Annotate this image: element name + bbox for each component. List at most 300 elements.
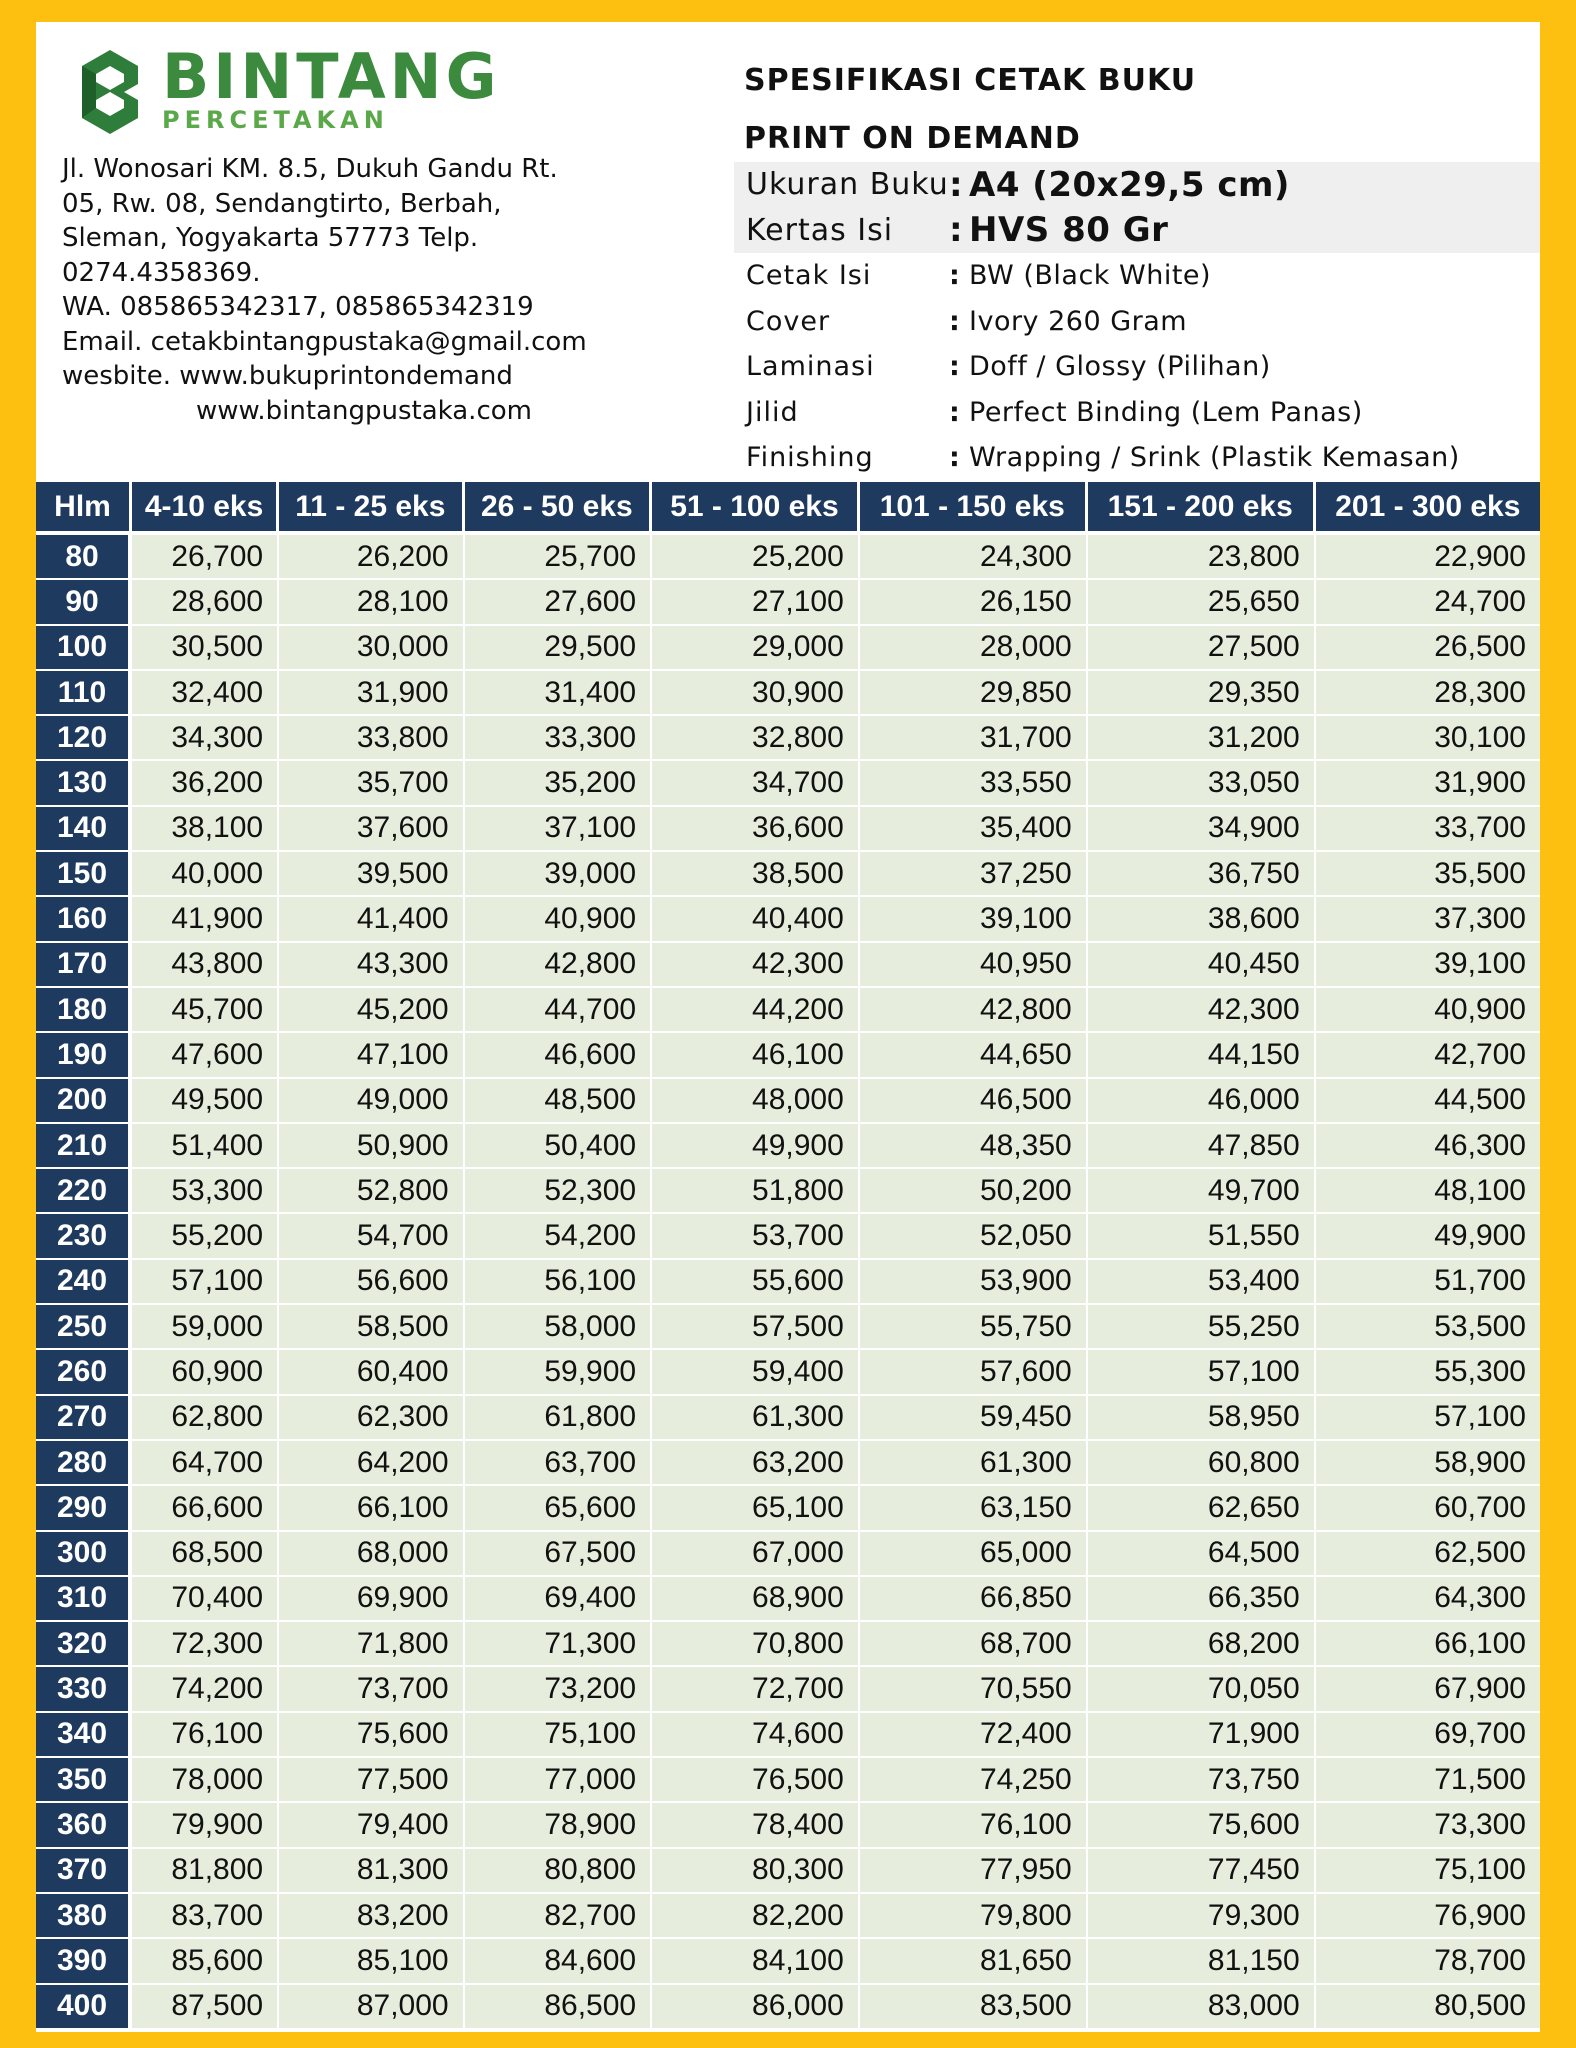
whatsapp-line: WA. 085865342317, 085865342319	[62, 292, 534, 322]
price-cell: 43,300	[279, 943, 465, 988]
table-row	[36, 1214, 1540, 1259]
table-row	[36, 1713, 1540, 1758]
column-header: 4-10 eks	[132, 482, 279, 535]
company-subtitle: PERCETAKAN	[162, 106, 389, 134]
price-cell: 43,800	[132, 943, 279, 988]
price-cell: 61,800	[465, 1396, 653, 1441]
price-cell: 66,100	[279, 1486, 465, 1531]
page-count-cell: 210	[36, 1124, 132, 1169]
bintang-logo-icon	[76, 44, 146, 136]
price-cell: 37,300	[1316, 897, 1540, 942]
table-row	[36, 943, 1540, 988]
spec-row-lamination	[734, 344, 1540, 390]
page-count-cell: 120	[36, 716, 132, 761]
spec-colon: :	[949, 396, 960, 428]
email-line: Email. cetakbintangpustaka@gmail.com	[62, 326, 587, 357]
price-cell: 40,950	[860, 943, 1088, 988]
price-cell: 71,500	[1316, 1758, 1540, 1803]
price-cell: 34,700	[652, 761, 860, 806]
price-cell: 35,200	[465, 761, 653, 806]
price-cell: 67,900	[1316, 1667, 1540, 1712]
price-cell: 33,050	[1088, 761, 1316, 806]
price-cell: 82,200	[652, 1894, 860, 1939]
price-cell: 44,200	[652, 988, 860, 1033]
table-row	[36, 1894, 1540, 1939]
price-cell: 72,300	[132, 1622, 279, 1667]
price-cell: 75,600	[1088, 1803, 1316, 1848]
page-count-cell: 290	[36, 1486, 132, 1531]
table-row	[36, 1396, 1540, 1441]
price-cell: 42,800	[465, 943, 653, 988]
price-cell: 38,500	[652, 852, 860, 897]
page-count-cell: 390	[36, 1939, 132, 1984]
price-cell: 51,700	[1316, 1260, 1540, 1305]
price-cell: 67,000	[652, 1532, 860, 1577]
spec-colon: :	[949, 351, 960, 383]
table-row	[36, 1169, 1540, 1214]
price-cell: 24,700	[1316, 580, 1540, 625]
price-cell: 37,600	[279, 807, 465, 852]
table-row	[36, 1260, 1540, 1305]
table-row	[36, 807, 1540, 852]
price-cell: 35,500	[1316, 852, 1540, 897]
price-cell: 76,100	[132, 1713, 279, 1758]
table-row	[36, 1803, 1540, 1848]
price-cell: 81,300	[279, 1849, 465, 1894]
price-cell: 70,550	[860, 1667, 1088, 1712]
spec-value: HVS 80 Gr	[969, 210, 1169, 251]
price-cell: 49,000	[279, 1079, 465, 1124]
price-cell: 37,250	[860, 852, 1088, 897]
column-header: 101 - 150 eks	[860, 482, 1088, 535]
price-cell: 54,200	[465, 1214, 653, 1259]
price-cell: 87,000	[279, 1985, 465, 2030]
price-cell: 71,900	[1088, 1713, 1316, 1758]
spec-label: Finishing	[746, 442, 874, 474]
spec-value: Wrapping / Srink (Plastik Kemasan)	[969, 442, 1460, 474]
spec-title	[744, 52, 1196, 168]
spec-label: Jilid	[746, 396, 799, 428]
price-cell: 42,800	[860, 988, 1088, 1033]
table-row	[36, 761, 1540, 806]
price-cell: 53,900	[860, 1260, 1088, 1305]
website-line-2: www.bintangpustaka.com	[196, 395, 532, 426]
price-cell: 78,400	[652, 1803, 860, 1848]
price-cell: 78,900	[465, 1803, 653, 1848]
table-row	[36, 1486, 1540, 1531]
price-cell: 40,900	[1316, 988, 1540, 1033]
price-cell: 39,500	[279, 852, 465, 897]
price-cell: 51,550	[1088, 1214, 1316, 1259]
address-line: 0274.4358369.	[62, 257, 261, 288]
price-cell: 29,350	[1088, 671, 1316, 716]
price-cell: 56,100	[465, 1260, 653, 1305]
page-count-cell: 310	[36, 1577, 132, 1622]
price-cell: 29,500	[465, 626, 653, 671]
price-cell: 71,800	[279, 1622, 465, 1667]
page-count-cell: 380	[36, 1894, 132, 1939]
price-cell: 73,700	[279, 1667, 465, 1712]
price-cell: 69,700	[1316, 1713, 1540, 1758]
price-cell: 62,500	[1316, 1532, 1540, 1577]
column-header: 51 - 100 eks	[652, 482, 860, 535]
page-count-cell: 320	[36, 1622, 132, 1667]
price-cell: 41,400	[279, 897, 465, 942]
price-cell: 25,650	[1088, 580, 1316, 625]
price-cell: 33,800	[279, 716, 465, 761]
price-cell: 26,150	[860, 580, 1088, 625]
price-cell: 66,600	[132, 1486, 279, 1531]
column-header: 201 - 300 eks	[1316, 482, 1540, 535]
price-cell: 46,600	[465, 1033, 653, 1078]
price-cell: 58,500	[279, 1305, 465, 1350]
spec-colon: :	[949, 210, 963, 251]
price-cell: 36,200	[132, 761, 279, 806]
price-cell: 86,500	[465, 1985, 653, 2030]
price-cell: 85,600	[132, 1939, 279, 1984]
page-count-cell: 80	[36, 535, 132, 580]
table-row	[36, 1622, 1540, 1667]
price-cell: 59,400	[652, 1350, 860, 1395]
price-cell: 55,250	[1088, 1305, 1316, 1350]
table-row	[36, 1577, 1540, 1622]
price-cell: 76,100	[860, 1803, 1088, 1848]
table-row	[36, 1667, 1540, 1712]
price-cell: 48,500	[465, 1079, 653, 1124]
price-cell: 83,700	[132, 1894, 279, 1939]
spec-value: Perfect Binding (Lem Panas)	[969, 396, 1363, 428]
spec-row-finishing	[734, 435, 1540, 481]
spec-label: Cover	[746, 305, 831, 337]
price-cell: 30,000	[279, 626, 465, 671]
price-cell: 31,700	[860, 716, 1088, 761]
price-cell: 66,350	[1088, 1577, 1316, 1622]
column-header: 151 - 200 eks	[1088, 482, 1316, 535]
price-cell: 46,100	[652, 1033, 860, 1078]
price-cell: 49,900	[652, 1124, 860, 1169]
page-count-cell: 260	[36, 1350, 132, 1395]
price-cell: 39,100	[1316, 943, 1540, 988]
price-cell: 44,650	[860, 1033, 1088, 1078]
column-header: 26 - 50 eks	[465, 482, 653, 535]
price-cell: 48,100	[1316, 1169, 1540, 1214]
price-cell: 80,300	[652, 1849, 860, 1894]
price-cell: 55,300	[1316, 1350, 1540, 1395]
price-cell: 31,200	[1088, 716, 1316, 761]
price-cell: 58,900	[1316, 1441, 1540, 1486]
price-cell: 81,150	[1088, 1939, 1316, 1984]
spec-row-size	[734, 162, 1540, 208]
price-cell: 49,500	[132, 1079, 279, 1124]
spec-row-print	[734, 253, 1540, 299]
table-row	[36, 1079, 1540, 1124]
price-cell: 68,200	[1088, 1622, 1316, 1667]
spec-list	[734, 162, 1540, 481]
page-count-cell: 110	[36, 671, 132, 716]
company-name: BINTANG	[162, 40, 501, 113]
price-cell: 62,800	[132, 1396, 279, 1441]
page-count-cell: 360	[36, 1803, 132, 1848]
price-cell: 35,700	[279, 761, 465, 806]
price-cell: 75,600	[279, 1713, 465, 1758]
price-cell: 42,700	[1316, 1033, 1540, 1078]
price-table	[36, 482, 1540, 2030]
price-cell: 53,700	[652, 1214, 860, 1259]
price-cell: 68,000	[279, 1532, 465, 1577]
price-cell: 62,650	[1088, 1486, 1316, 1531]
price-cell: 32,800	[652, 716, 860, 761]
price-cell: 25,200	[652, 535, 860, 580]
spec-row-paper	[734, 208, 1540, 254]
price-cell: 64,700	[132, 1441, 279, 1486]
price-cell: 55,600	[652, 1260, 860, 1305]
price-cell: 38,600	[1088, 897, 1316, 942]
price-cell: 57,100	[1088, 1350, 1316, 1395]
page-count-cell: 300	[36, 1532, 132, 1577]
address-line: Sleman, Yogyakarta 57773 Telp.	[62, 223, 479, 253]
price-cell: 26,500	[1316, 626, 1540, 671]
price-cell: 74,600	[652, 1713, 860, 1758]
price-cell: 35,400	[860, 807, 1088, 852]
price-cell: 28,000	[860, 626, 1088, 671]
address-line: 05, Rw. 08, Sendangtirto, Berbah,	[62, 188, 502, 219]
price-cell: 23,800	[1088, 535, 1316, 580]
spec-label: Laminasi	[746, 351, 875, 383]
price-cell: 33,550	[860, 761, 1088, 806]
price-cell: 41,900	[132, 897, 279, 942]
address-line: Jl. Wonosari KM. 8.5, Dukuh Gandu Rt.	[62, 154, 558, 184]
price-cell: 40,900	[465, 897, 653, 942]
price-cell: 59,000	[132, 1305, 279, 1350]
price-cell: 59,900	[465, 1350, 653, 1395]
price-table-body	[36, 535, 1540, 2030]
price-cell: 33,300	[465, 716, 653, 761]
price-cell: 24,300	[860, 535, 1088, 580]
price-cell: 60,900	[132, 1350, 279, 1395]
page-count-cell: 180	[36, 988, 132, 1033]
spec-colon: :	[949, 260, 960, 292]
price-cell: 74,250	[860, 1758, 1088, 1803]
price-cell: 81,800	[132, 1849, 279, 1894]
price-cell: 71,300	[465, 1622, 653, 1667]
table-row	[36, 1532, 1540, 1577]
price-cell: 74,200	[132, 1667, 279, 1712]
price-cell: 63,700	[465, 1441, 653, 1486]
spec-title-line1: SPESIFIKASI CETAK BUKU	[744, 63, 1197, 98]
page-count-cell: 140	[36, 807, 132, 852]
price-cell: 57,100	[1316, 1396, 1540, 1441]
price-cell: 61,300	[860, 1441, 1088, 1486]
page-count-cell: 340	[36, 1713, 132, 1758]
price-cell: 77,450	[1088, 1849, 1316, 1894]
price-cell: 46,500	[860, 1079, 1088, 1124]
price-cell: 83,500	[860, 1985, 1088, 2030]
price-cell: 85,100	[279, 1939, 465, 1984]
table-row	[36, 1849, 1540, 1894]
table-row	[36, 897, 1540, 942]
price-cell: 57,600	[860, 1350, 1088, 1395]
page-count-cell: 90	[36, 580, 132, 625]
price-cell: 83,000	[1088, 1985, 1316, 2030]
price-cell: 86,000	[652, 1985, 860, 2030]
price-cell: 64,500	[1088, 1532, 1316, 1577]
table-row	[36, 1441, 1540, 1486]
spec-colon: :	[949, 305, 960, 337]
table-row	[36, 626, 1540, 671]
price-cell: 60,800	[1088, 1441, 1316, 1486]
price-cell: 73,200	[465, 1667, 653, 1712]
price-cell: 30,900	[652, 671, 860, 716]
page-count-cell: 150	[36, 852, 132, 897]
page-count-cell: 270	[36, 1396, 132, 1441]
price-cell: 50,900	[279, 1124, 465, 1169]
price-cell: 64,200	[279, 1441, 465, 1486]
price-cell: 44,500	[1316, 1079, 1540, 1124]
price-cell: 84,600	[465, 1939, 653, 1984]
price-cell: 39,000	[465, 852, 653, 897]
page-count-cell: 250	[36, 1305, 132, 1350]
spec-colon: :	[949, 442, 960, 474]
company-address	[62, 152, 722, 428]
spec-row-cover	[734, 299, 1540, 345]
price-cell: 27,100	[652, 580, 860, 625]
price-cell: 45,200	[279, 988, 465, 1033]
spec-value: Ivory 260 Gram	[969, 305, 1188, 337]
price-cell: 44,150	[1088, 1033, 1316, 1078]
spec-label: Kertas Isi	[746, 212, 894, 248]
price-cell: 40,000	[132, 852, 279, 897]
price-cell: 65,600	[465, 1486, 653, 1531]
price-cell: 55,200	[132, 1214, 279, 1259]
price-cell: 48,350	[860, 1124, 1088, 1169]
price-table-header	[36, 482, 1540, 535]
price-cell: 27,500	[1088, 626, 1316, 671]
table-row	[36, 852, 1540, 897]
price-cell: 68,500	[132, 1532, 279, 1577]
table-row	[36, 1350, 1540, 1395]
price-cell: 70,400	[132, 1577, 279, 1622]
spec-label: Cetak Isi	[746, 260, 872, 292]
price-cell: 28,100	[279, 580, 465, 625]
table-row	[36, 1939, 1540, 1984]
price-cell: 72,400	[860, 1713, 1088, 1758]
page-count-cell: 160	[36, 897, 132, 942]
price-cell: 79,300	[1088, 1894, 1316, 1939]
price-cell: 59,450	[860, 1396, 1088, 1441]
price-cell: 45,700	[132, 988, 279, 1033]
price-cell: 75,100	[465, 1713, 653, 1758]
table-row	[36, 580, 1540, 625]
price-cell: 84,100	[652, 1939, 860, 1984]
price-cell: 80,500	[1316, 1985, 1540, 2030]
price-cell: 34,900	[1088, 807, 1316, 852]
price-cell: 40,450	[1088, 943, 1316, 988]
website-line: wesbite. www.bukuprintondemand	[62, 361, 513, 391]
spec-row-binding	[734, 390, 1540, 436]
price-cell: 81,650	[860, 1939, 1088, 1984]
price-cell: 40,400	[652, 897, 860, 942]
price-cell: 57,100	[132, 1260, 279, 1305]
price-cell: 60,400	[279, 1350, 465, 1395]
price-cell: 73,750	[1088, 1758, 1316, 1803]
price-cell: 54,700	[279, 1214, 465, 1259]
company-logo	[76, 40, 501, 136]
price-cell: 65,100	[652, 1486, 860, 1531]
price-cell: 38,100	[132, 807, 279, 852]
price-cell: 25,700	[465, 535, 653, 580]
price-cell: 79,800	[860, 1894, 1088, 1939]
price-cell: 30,100	[1316, 716, 1540, 761]
price-cell: 29,850	[860, 671, 1088, 716]
price-cell: 27,600	[465, 580, 653, 625]
page-count-cell: 240	[36, 1260, 132, 1305]
price-cell: 51,800	[652, 1169, 860, 1214]
price-cell: 47,100	[279, 1033, 465, 1078]
price-sheet	[36, 22, 1540, 2032]
price-cell: 70,050	[1088, 1667, 1316, 1712]
price-cell: 37,100	[465, 807, 653, 852]
price-cell: 78,700	[1316, 1939, 1540, 1984]
table-row	[36, 535, 1540, 580]
price-cell: 78,000	[132, 1758, 279, 1803]
price-cell: 29,000	[652, 626, 860, 671]
page-count-cell: 170	[36, 943, 132, 988]
price-cell: 51,400	[132, 1124, 279, 1169]
price-cell: 50,200	[860, 1169, 1088, 1214]
price-cell: 77,000	[465, 1758, 653, 1803]
price-cell: 53,400	[1088, 1260, 1316, 1305]
price-cell: 47,850	[1088, 1124, 1316, 1169]
table-row	[36, 1305, 1540, 1350]
price-cell: 62,300	[279, 1396, 465, 1441]
price-cell: 47,600	[132, 1033, 279, 1078]
column-header: 11 - 25 eks	[279, 482, 465, 535]
price-cell: 63,150	[860, 1486, 1088, 1531]
price-cell: 30,500	[132, 626, 279, 671]
price-cell: 83,200	[279, 1894, 465, 1939]
page-count-cell: 190	[36, 1033, 132, 1078]
page-count-cell: 100	[36, 626, 132, 671]
price-cell: 56,600	[279, 1260, 465, 1305]
price-cell: 26,200	[279, 535, 465, 580]
price-cell: 66,100	[1316, 1622, 1540, 1667]
table-row	[36, 1124, 1540, 1169]
spec-label: Ukuran Buku	[746, 167, 949, 203]
price-cell: 58,000	[465, 1305, 653, 1350]
price-cell: 68,700	[860, 1622, 1088, 1667]
price-cell: 57,500	[652, 1305, 860, 1350]
table-row	[36, 988, 1540, 1033]
price-cell: 53,300	[132, 1169, 279, 1214]
spec-colon: :	[949, 164, 963, 205]
price-cell: 73,300	[1316, 1803, 1540, 1848]
price-cell: 69,900	[279, 1577, 465, 1622]
price-cell: 63,200	[652, 1441, 860, 1486]
price-cell: 42,300	[652, 943, 860, 988]
price-cell: 49,700	[1088, 1169, 1316, 1214]
price-cell: 49,900	[1316, 1214, 1540, 1259]
spec-value: A4 (20x29,5 cm)	[969, 164, 1290, 205]
price-cell: 46,300	[1316, 1124, 1540, 1169]
price-cell: 28,300	[1316, 671, 1540, 716]
price-cell: 67,500	[465, 1532, 653, 1577]
table-row	[36, 671, 1540, 716]
price-cell: 64,300	[1316, 1577, 1540, 1622]
price-cell: 82,700	[465, 1894, 653, 1939]
spec-title-line2: PRINT ON DEMAND	[744, 121, 1081, 156]
price-cell: 72,700	[652, 1667, 860, 1712]
price-cell: 76,500	[652, 1758, 860, 1803]
